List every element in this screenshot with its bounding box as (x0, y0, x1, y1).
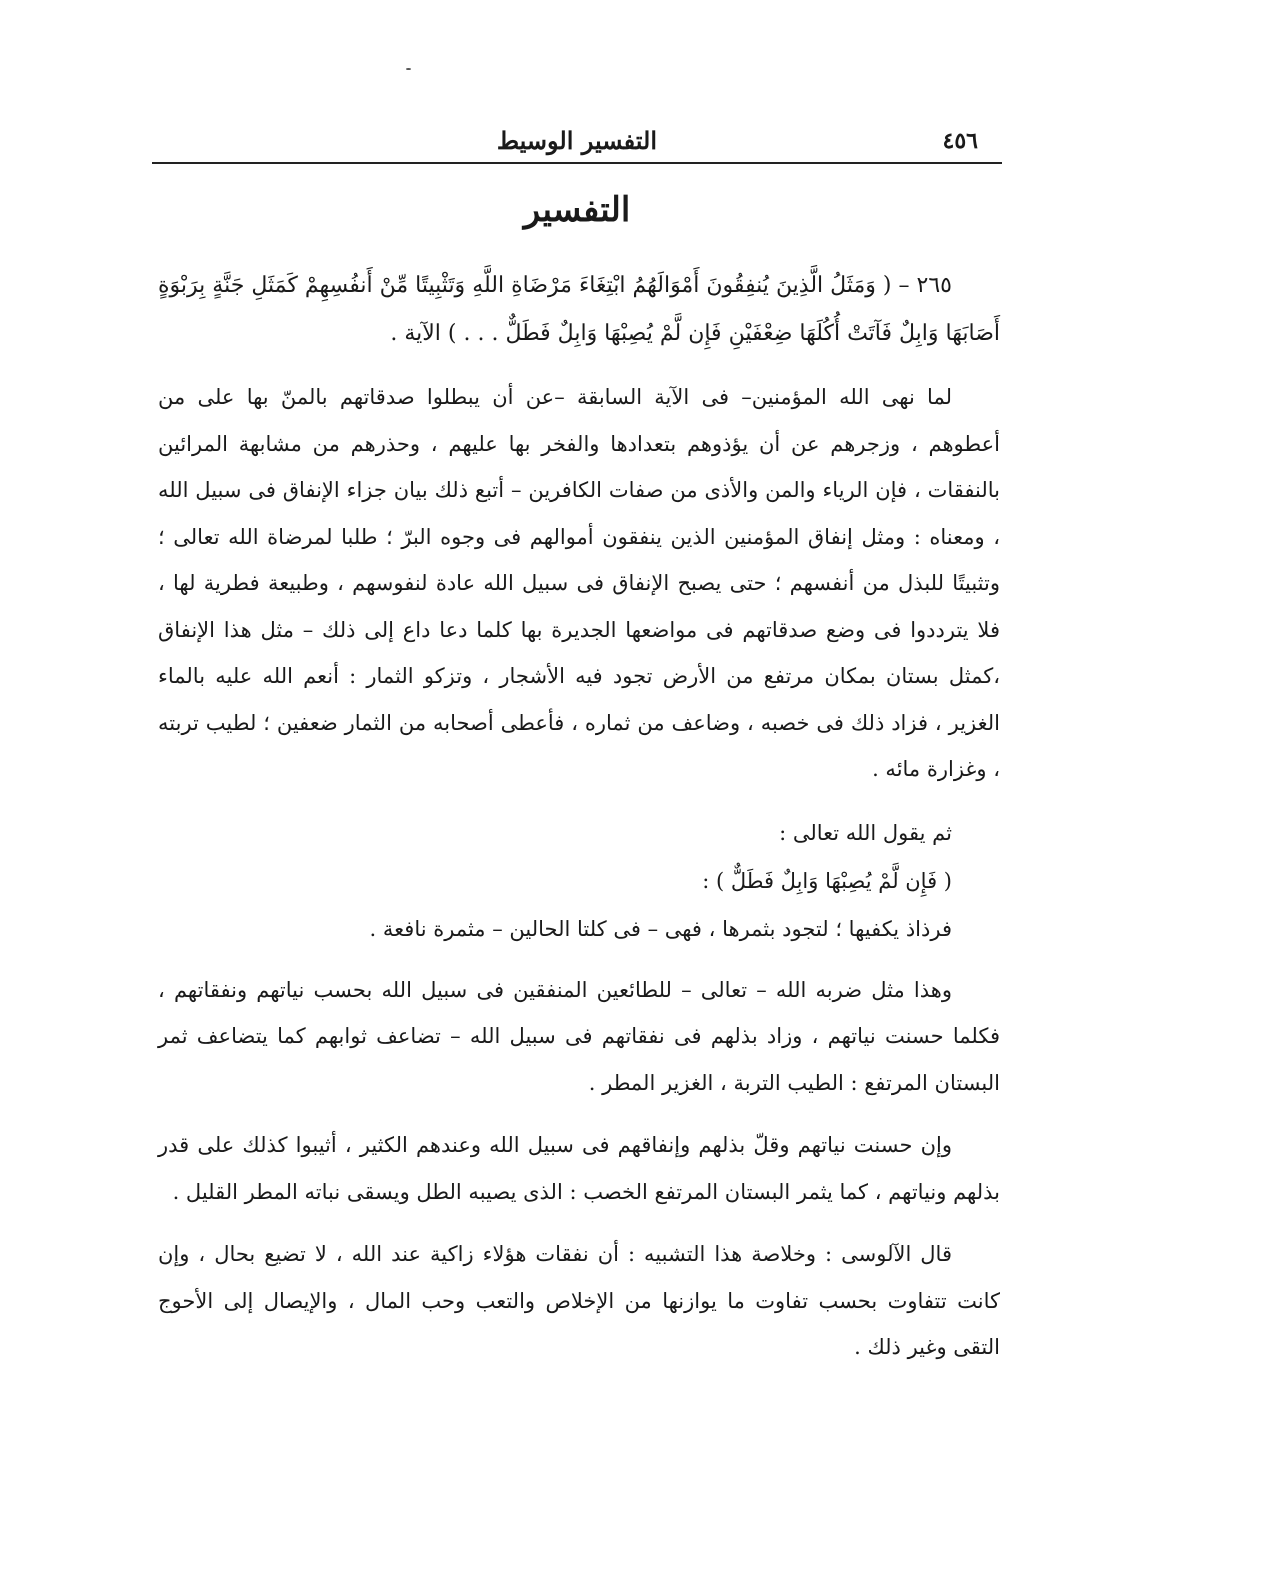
page-number: ٤٥٦ (942, 128, 978, 154)
paragraph: وهذا مثل ضربه الله – تعالى – للطائعين المنفقين فى سبيل الله بحسب نياتهم ونفقاتهم ، فكلما حسنت نياتهم ، وزاد بذلهم فى نفقاتهم فى سبيل الله – تضاعف ثوابهم كما يتضاعف ثمر البستان المرتفع : الطيب التربة ، الغزير المطر . (158, 977, 1000, 1095)
running-title: التفسير الوسيط (496, 126, 657, 155)
body-text (158, 262, 1000, 1387)
fragment-intro: ثم يقول الله تعالى : (779, 820, 952, 845)
verse-fragment-block (158, 809, 1000, 953)
verse-block (158, 262, 1000, 358)
section-title: التفسير (523, 190, 631, 230)
paragraph: قال الآلوسى : وخلاصة هذا التشبيه : أن نفقات هؤلاء زاكية عند الله ، لا تضيع بحال ، وإن كانت تتفاوت بحسب تفاوت ما يوازنها من الإخلاص والتعب وحب المال ، والإيصال إلى الأحوج التقى وغير ذلك . (158, 1242, 1000, 1359)
verse-number: ٢٦٥ – (898, 273, 952, 298)
scan-speck (406, 68, 411, 70)
running-header (152, 120, 1002, 160)
verse-text: ( وَمَثَلُ الَّذِينَ يُنفِقُونَ أَمْوَالَهُمُ ابْتِغَاءَ مَرْضَاةِ اللَّهِ وَتَثْبِيتًا مِّنْ أَنفُسِهِمْ كَمَثَلِ جَنَّةٍ بِرَبْوَةٍ أَصَابَهَا وَابِلٌ فَآتَتْ أُكُلَهَا ضِعْفَيْنِ فَإِن لَّمْ يُصِبْهَا وَابِلٌ فَطَلٌّ . . . ) الآية . (158, 273, 1000, 346)
paragraph: وإن حسنت نياتهم وقلّ بذلهم وإنفاقهم فى سبيل الله وعندهم الكثير ، أثيبوا كذلك على قدر بذلهم ونياتهم ، كما يثمر البستان المرتفع الخصب : الذى يصيبه الطل ويسقى نباته المطر القليل . (158, 1133, 1000, 1204)
fragment-explanation: فرذاذ يكفيها ؛ لتجود بثمرها ، فهى – فى كلتا الحالين – مثمرة نافعة . (369, 916, 952, 941)
header-rule (152, 162, 1002, 164)
fragment-verse: ( فَإِن لَّمْ يُصِبْهَا وَابِلٌ فَطَلٌّ ) : (702, 868, 952, 893)
paragraph: لما نهى الله المؤمنين– فى الآية السابقة –عن أن يبطلوا صدقاتهم بالمنّ بها على من أعطوهم ، وزجرهم عن أن يؤذوهم بتعدادها والفخر بها عليهم ، وحذرهم من مشابهة المرائين بالنفقات ، فإن الرياء والمن والأذى من صفات الكافرين – أتبع ذلك بيان جزاء الإنفاق فى سبيل الله ، ومعناه : ومثل إنفاق المؤمنين الذين ينفقون أموالهم فى وجوه البرّ ؛ طلبا لمرضاة الله تعالى ؛ وتثبيتًا للبذل من أنفسهم ؛ حتى يصبح الإنفاق فى سبيل الله عادة لنفوسهم ، وطبيعة فطرية لها ، فلا يترددوا فى وضع صدقاتهم فى مواضعها الجديرة بها كلما دعا داع إلى ذلك – مثل هذا الإنفاق ،كمثل بستان بمكان مرتفع من الأرض تجود فيه الأشجار ، وتزكو الثمار : أنعم الله عليه بالماء الغزير ، فزاد ذلك فى خصبه ، وضاعف من ثماره ، فأعطى أصحابه من الثمار ضعفين ؛ لطيب تربته ، وغزارة مائه . (158, 385, 1000, 781)
